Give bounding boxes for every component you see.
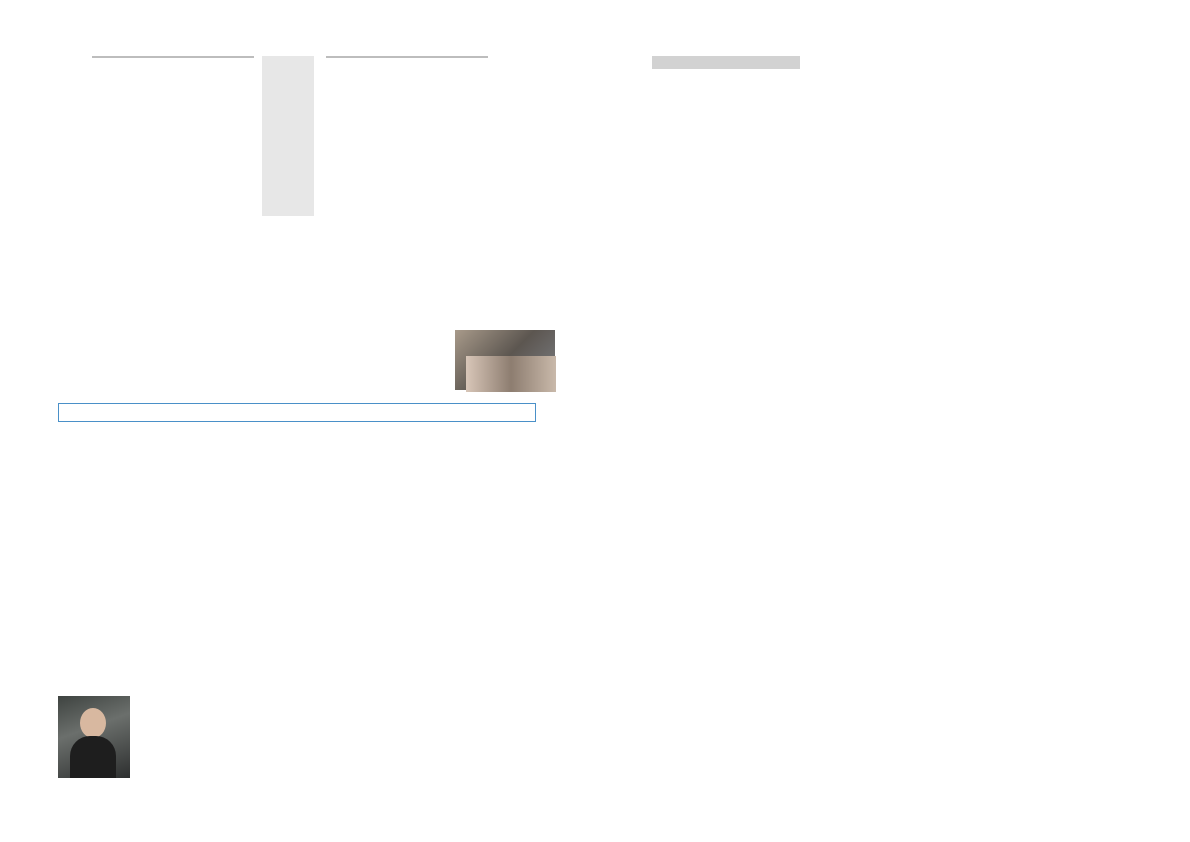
summer-title [58, 403, 536, 422]
year1-label [92, 56, 254, 58]
right-year-label [652, 56, 800, 69]
students-photo [466, 356, 556, 392]
teacher-photo [58, 696, 130, 778]
year23-label [326, 56, 488, 58]
select-column [262, 56, 314, 216]
